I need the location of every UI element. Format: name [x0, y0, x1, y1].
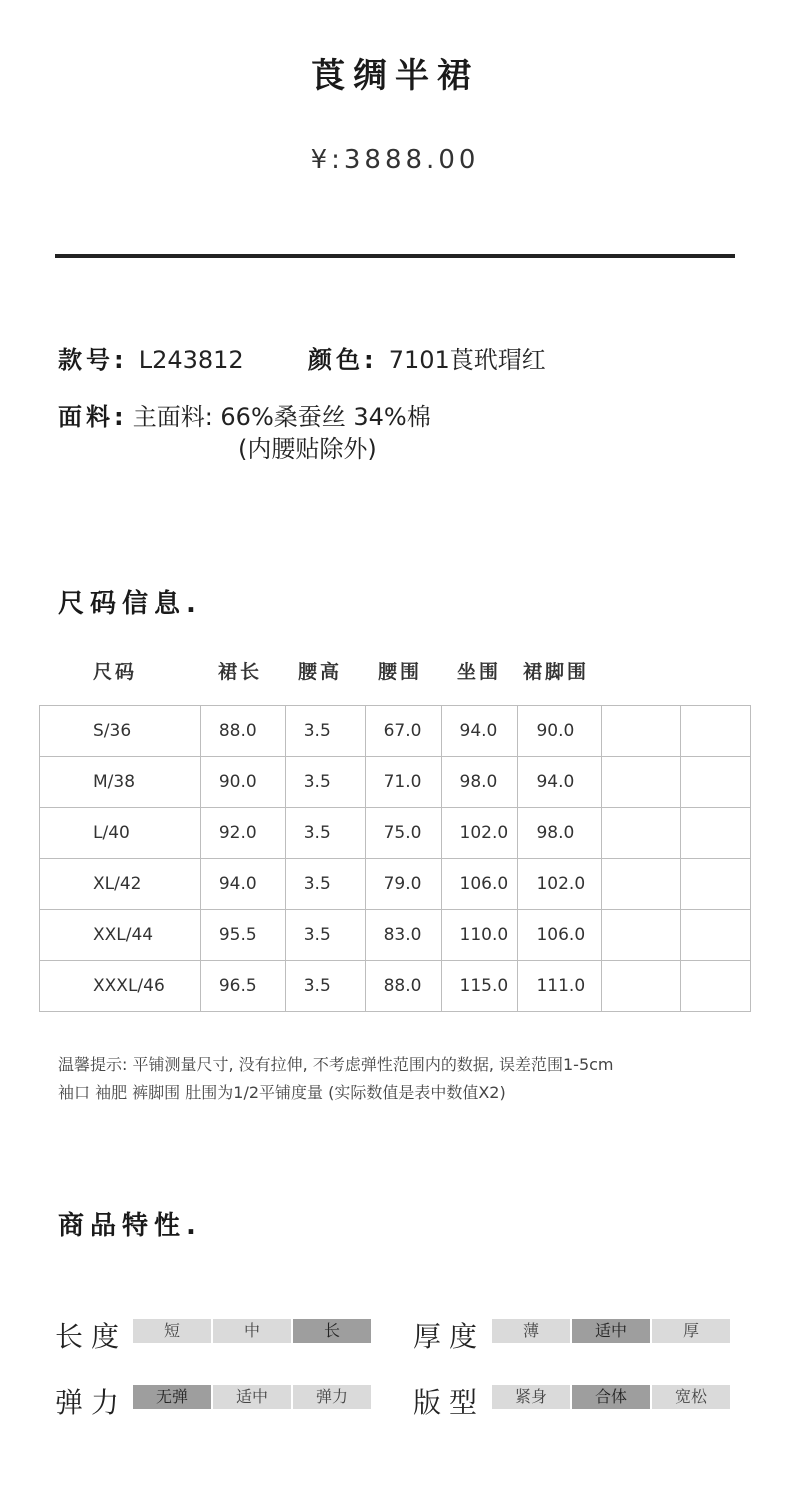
feature-option: 适中: [572, 1319, 650, 1343]
table-row: [40, 757, 751, 808]
table-row: [40, 859, 751, 910]
fabric-value: 主面料: 66%桑蚕丝 34%棉: [132, 403, 431, 431]
table-cell: L/40: [40, 808, 201, 859]
table-cell: XXXL/46: [40, 961, 201, 1012]
table-cell: 71.0: [365, 757, 441, 808]
features-section-title: 商品特性.: [58, 1211, 202, 1241]
header-skirt-length: 裙长: [218, 661, 263, 683]
size-table: [39, 705, 751, 1012]
table-cell: [602, 706, 681, 757]
table-cell: [681, 910, 751, 961]
table-cell: 3.5: [285, 961, 365, 1012]
table-cell: 3.5: [285, 706, 365, 757]
table-cell: XL/42: [40, 859, 201, 910]
table-cell: 95.5: [200, 910, 285, 961]
table-cell: [681, 859, 751, 910]
size-note-line1: 温馨提示: 平铺测量尺寸, 没有拉伸, 不考虑弹性范围内的数据, 误差范围1-5cm: [58, 1055, 614, 1074]
feature-option: 短: [133, 1319, 211, 1343]
table-row: [40, 961, 751, 1012]
table-cell: 3.5: [285, 910, 365, 961]
table-cell: [681, 808, 751, 859]
table-cell: 96.5: [200, 961, 285, 1012]
table-cell: [602, 961, 681, 1012]
table-cell: 111.0: [518, 961, 602, 1012]
table-cell: 88.0: [365, 961, 441, 1012]
fabric-row: [58, 397, 431, 432]
table-cell: 110.0: [441, 910, 518, 961]
header-waist: 腰围: [378, 661, 423, 683]
table-cell: XXL/44: [40, 910, 201, 961]
header-divider: [55, 254, 735, 258]
header-hem: 裙脚围: [523, 661, 590, 683]
table-cell: 67.0: [365, 706, 441, 757]
table-cell: 88.0: [200, 706, 285, 757]
table-row: [40, 910, 751, 961]
table-cell: 115.0: [441, 961, 518, 1012]
style-number-row: [58, 340, 244, 375]
feature-label: 弹力: [55, 1386, 128, 1419]
table-cell: 83.0: [365, 910, 441, 961]
feature-option: 弹力: [293, 1385, 371, 1409]
header-hip: 坐围: [457, 661, 502, 683]
table-cell: [681, 961, 751, 1012]
table-cell: 3.5: [285, 808, 365, 859]
color-label: 颜色:: [308, 346, 378, 374]
table-cell: 92.0: [200, 808, 285, 859]
product-title: 莨绸半裙: [311, 56, 479, 96]
table-cell: [681, 757, 751, 808]
table-cell: 94.0: [518, 757, 602, 808]
feature-option: 中: [213, 1319, 291, 1343]
table-cell: [602, 859, 681, 910]
table-cell: S/36: [40, 706, 201, 757]
feature-option: 宽松: [652, 1385, 730, 1409]
table-cell: 90.0: [200, 757, 285, 808]
feature-option: 厚: [652, 1319, 730, 1343]
table-cell: 3.5: [285, 757, 365, 808]
table-cell: 106.0: [441, 859, 518, 910]
feature-option: 适中: [213, 1385, 291, 1409]
table-cell: 3.5: [285, 859, 365, 910]
feature-option: 薄: [492, 1319, 570, 1343]
header-size: 尺码: [93, 661, 138, 683]
table-cell: [602, 757, 681, 808]
table-cell: 106.0: [518, 910, 602, 961]
feature-option: 紧身: [492, 1385, 570, 1409]
product-price: ¥:3888.00: [310, 145, 480, 175]
table-cell: [602, 910, 681, 961]
fabric-label: 面料:: [58, 403, 128, 431]
table-cell: 98.0: [441, 757, 518, 808]
size-note-line2: 袖口 袖肥 裤脚围 肚围为1/2平铺度量 (实际数值是表中数值X2): [58, 1083, 506, 1102]
style-number-value: L243812: [138, 346, 244, 374]
color-value: 7101莨玳瑁红: [388, 346, 546, 374]
table-cell: 98.0: [518, 808, 602, 859]
table-row: [40, 808, 751, 859]
header-waist-height: 腰高: [298, 661, 343, 683]
feature-option: 无弹: [133, 1385, 211, 1409]
feature-label: 长度: [55, 1320, 128, 1353]
table-cell: 90.0: [518, 706, 602, 757]
table-cell: 102.0: [441, 808, 518, 859]
table-row: [40, 706, 751, 757]
table-cell: [681, 706, 751, 757]
feature-option: 合体: [572, 1385, 650, 1409]
table-cell: 79.0: [365, 859, 441, 910]
table-cell: 102.0: [518, 859, 602, 910]
style-number-label: 款号:: [58, 346, 128, 374]
table-cell: 94.0: [441, 706, 518, 757]
feature-option: 长: [293, 1319, 371, 1343]
size-section-title: 尺码信息.: [58, 589, 202, 619]
feature-label: 厚度: [413, 1320, 486, 1353]
table-cell: 94.0: [200, 859, 285, 910]
feature-label: 版型: [413, 1386, 486, 1419]
fabric-note: (内腰贴除外): [238, 435, 377, 463]
color-row: [308, 340, 546, 375]
table-cell: 75.0: [365, 808, 441, 859]
table-cell: [602, 808, 681, 859]
table-cell: M/38: [40, 757, 201, 808]
